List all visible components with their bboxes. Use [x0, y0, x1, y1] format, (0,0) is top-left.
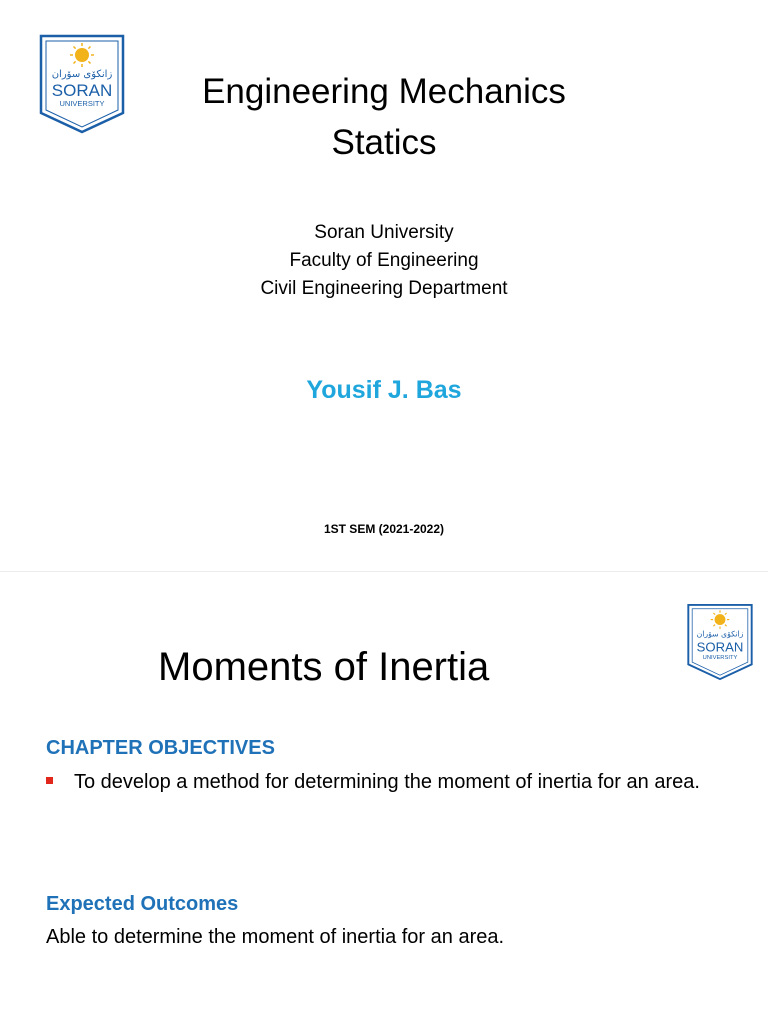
svg-text:زانکۆی سۆران: زانکۆی سۆران: [51, 69, 113, 80]
svg-text:SORAN: SORAN: [696, 639, 744, 655]
objective-item: [46, 767, 736, 797]
soran-university-logo-small: [686, 599, 754, 685]
university-name: Soran University: [314, 222, 454, 243]
svg-text:SORAN: SORAN: [51, 81, 113, 100]
svg-text:UNIVERSITY: UNIVERSITY: [59, 99, 105, 108]
course-subtitle: Statics: [331, 123, 437, 162]
objective-text: To develop a method for determining the moment of inertia for an area.: [74, 771, 700, 793]
svg-text:زانکۆی سۆران: زانکۆی سۆران: [696, 629, 744, 639]
chapter-title: Moments of Inertia: [158, 645, 490, 689]
objectives-heading: CHAPTER OBJECTIVES: [46, 737, 275, 759]
course-title: Engineering Mechanics: [202, 72, 566, 111]
outcomes-text: Able to determine the moment of inertia for an area.: [46, 926, 505, 948]
author-name: Yousif J. Bas: [306, 376, 462, 404]
content-slide: [0, 572, 768, 1024]
department-name: Civil Engineering Department: [260, 278, 508, 299]
shield-icon: [686, 599, 754, 685]
faculty-name: Faculty of Engineering: [289, 250, 479, 271]
outcomes-heading: Expected Outcomes: [46, 893, 239, 915]
bullet-square-icon: [46, 777, 53, 784]
semester-label: 1ST SEM (2021-2022): [323, 522, 445, 536]
svg-text:UNIVERSITY: UNIVERSITY: [702, 655, 738, 661]
